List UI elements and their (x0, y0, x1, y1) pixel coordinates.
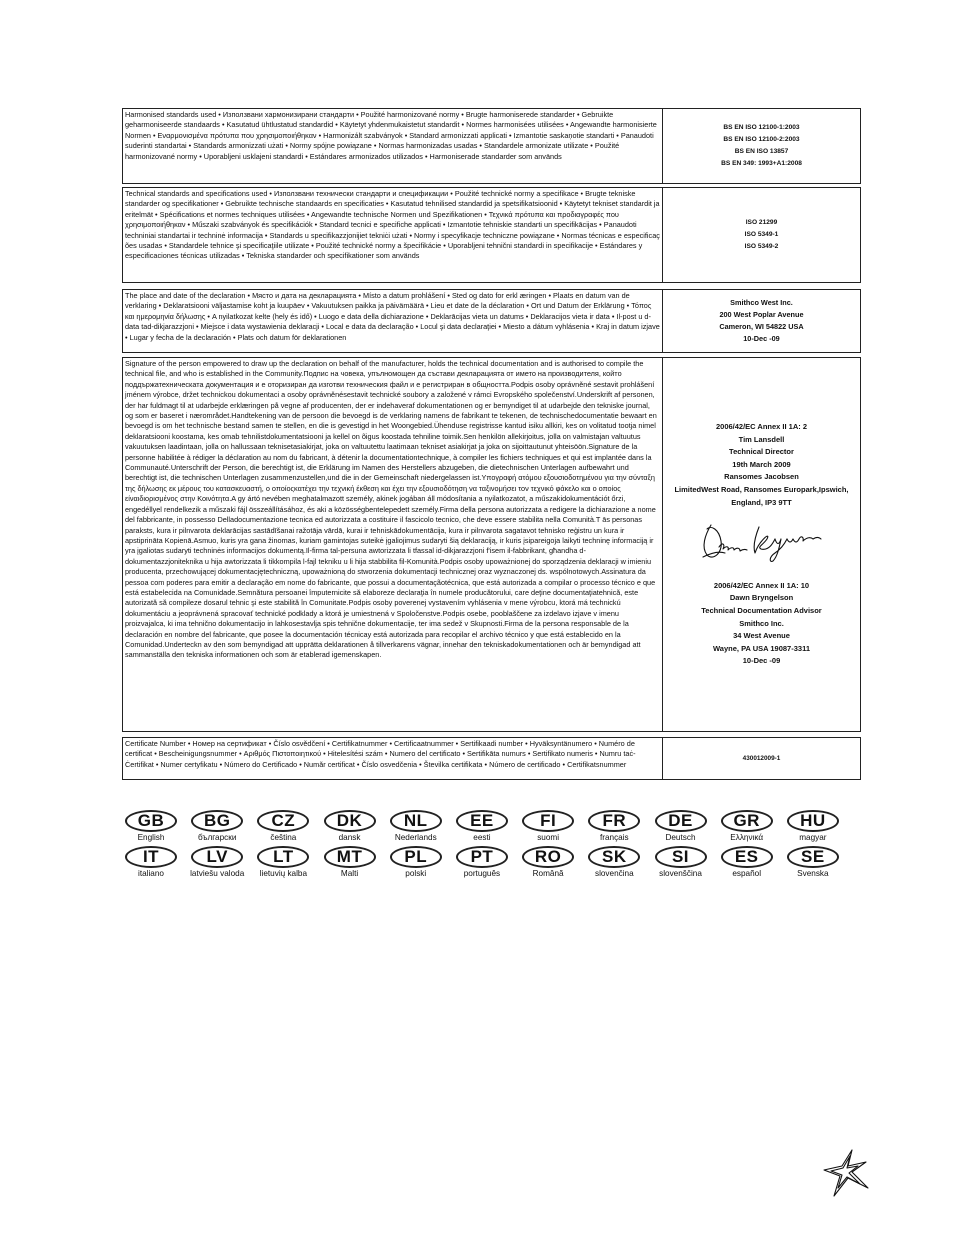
language-item (254, 846, 312, 878)
language-item (519, 846, 577, 878)
language-name: suomi (537, 833, 560, 842)
harmonised-standards-values (663, 109, 860, 183)
language-code-badge: GR (721, 810, 773, 832)
language-code-badge: LT (257, 846, 309, 868)
value-line: 10-Dec -09 (743, 334, 780, 344)
value-line: Cameron, WI 54822 USA (719, 322, 804, 331)
language-item (652, 810, 710, 842)
language-item (321, 846, 379, 878)
harmonised-standards-label: Harmonised standards used • Използвани хармонизирани стандарти • Použité harmonizované normy • Brugte harmoniserede standarder • Gebruikte geharmoniseerde standaards • Kasutatud ühtlustatud standardid • Käytetyt yhdenmukaistetut standardit • Normes harmonisées utilisées • Angewandte harmonisierte Normen • Εναρμονισμένα πρότυπα που χρησιμοποιήθηκαν • Harmonizált szabványok • Standard armonizzati applicati • Izmantotie saskaņotie standarti • Panaudoti suderinti standartai • Standards armonizzati użati • Normy spójne powiązane • Normas harmonizadas usadas • Standardele armonizate utilizate • Použité harmonizované normy • Uporabljeni usklajeni standardi • Estándares armonizados utilizados • Harmoniserade standarder som används (123, 109, 663, 183)
value-line: LimitedWest Road, Ransomes Europark,Ipswich, (674, 485, 849, 495)
language-name: slovenčina (594, 869, 634, 878)
value-list (719, 297, 803, 346)
value-line: ISO 21299 (745, 219, 778, 227)
value-line: 2006/42/EC Annex II 1A: 2 (715, 422, 807, 432)
language-code-badge: BG (191, 810, 243, 832)
language-name: latviešu valoda (190, 869, 245, 878)
language-code-badge: SE (787, 846, 839, 868)
language-name: slovenščina (659, 869, 702, 878)
technical-standards-section (122, 187, 861, 283)
language-code-badge: FR (588, 810, 640, 832)
language-code-badge: PT (456, 846, 508, 868)
signatory-details (663, 358, 860, 731)
language-item (453, 846, 511, 878)
language-code-badge: FI (522, 810, 574, 832)
language-name: Nederlands (394, 833, 437, 842)
value-line: BS EN ISO 12100-2:2003 (723, 136, 800, 144)
language-row (122, 810, 842, 842)
value-line: 10-Dec -09 (742, 656, 781, 666)
language-name: čeština (270, 833, 297, 842)
place-date-label: The place and date of the declaration • Място и дата на декларацията • Místo a datum prohlášení • Sted og dato for erkl æringen • Plaats en datum van de verklaring • Deklaratsiooni väljastamise koht ja kuupäev • Vakuutuksen paikka ja päivämäärä • Lieu et date de la déclaration • Ort und Datum der Erklärung • Τόπος και ημερομηνία δήλωσης • A nyilatkozat kelte (hely és idő) • Luogo e data della dichiarazione • Deklarācijas vieta un datums • Deklaracijos vieta ir data • Il-post u d-data tad-dikjarazzjoni • Miejsce i data wystawienia deklaracji • Local e data da declaração • Locul şi data declaraţiei • Miesto a dátum vyhlásenia • Kraj in datum izjave • Lugar y fecha de la declaración • Plats och datum för deklarationen (123, 290, 663, 352)
language-name: lietuvių kalba (259, 869, 308, 878)
language-code-badge: CZ (257, 810, 309, 832)
value-line: Tim Lansdell (738, 434, 785, 444)
second-signatory (701, 580, 821, 668)
value-line: BS EN ISO 12100-1:2003 (723, 124, 800, 132)
place-date-values (663, 290, 860, 352)
language-item (519, 810, 577, 842)
value-line: Technical Documentation Advisor (701, 605, 822, 615)
value-line: Ransomes Jacobsen (724, 472, 799, 482)
language-name: Română (532, 869, 564, 878)
language-name: italiano (138, 869, 164, 878)
language-item (453, 810, 511, 842)
language-name: Ελληνικά (730, 833, 764, 842)
language-name: English (137, 833, 165, 842)
value-list (745, 217, 779, 252)
language-item (652, 846, 710, 878)
language-item (784, 810, 842, 842)
handwritten-signature (697, 517, 827, 568)
language-code-badge: MT (324, 846, 376, 868)
language-code-badge: LV (191, 846, 243, 868)
language-code-badge: SI (655, 846, 707, 868)
technical-standards-values (663, 188, 860, 282)
value-line: England, IP3 9TT (731, 497, 792, 507)
language-name: polski (405, 869, 427, 878)
language-code-badge: EE (456, 810, 508, 832)
language-name: magyar (799, 833, 827, 842)
language-item (387, 810, 445, 842)
value-line: 2006/42/EC Annex II 1A: 10 (713, 580, 810, 590)
language-item (585, 810, 643, 842)
language-item (188, 810, 246, 842)
language-item (188, 846, 246, 878)
first-signatory (674, 421, 848, 509)
value-line: Wayne, PA USA 19087-3311 (713, 643, 810, 653)
language-item (387, 846, 445, 878)
value-line: Smithco West Inc. (730, 297, 793, 307)
language-item (321, 810, 379, 842)
language-item (784, 846, 842, 878)
language-code-badge: SK (588, 846, 640, 868)
language-row (122, 846, 842, 878)
value-line: ISO 5349-2 (744, 242, 779, 250)
language-name: Malti (340, 869, 359, 878)
language-code-badge: ES (721, 846, 773, 868)
value-line: Smithco Inc. (739, 618, 784, 628)
value-line: 19th March 2009 (732, 459, 791, 469)
language-code-badge: PL (390, 846, 442, 868)
value-line: BS EN 349: 1993+A1:2008 (721, 159, 802, 167)
certificate-section (122, 737, 861, 780)
language-item (718, 846, 776, 878)
value-line: Dawn Bryngelson (729, 593, 794, 603)
technical-standards-label: Technical standards and specifications used • Използвани технически стандарти и спецификации • Použité technické normy a specifikace • Brugte tekniske standarder og specifikationer • Gebruikte technische standaards en specificaties • Kasutatud tehnilised standardid ja spetsifikatsioonid • Käytetyt tekniset standardit ja eritelmät • Spécifications et normes techniques utilisées • Angewandte technische Normen und Spezifikationen • Τεχνικά πρότυπα και προδιαγραφές που χρησιμοποιήθηκαν • Műszaki szabványok és specifikációk • Standard tecnici e specifiche applicati • Izmantotie tehniskie standarti un specifikācijas • Panaudoti techniniai standartai ir techninė informacija • Standards u specifikazzjonijiet tekniċi użati • Normy i specyfikacje techniczne powiązane • Normas técnicas e especificaç ões usadas • Standardele tehnice şi specificaţiile utilizate • Použité technické normy a špecifikácie • Uporabljeni tehnični standardi in specifikacije • Estándares y especificaciones técnicas utilizadas • Tekniska standarder och specifikationer som används (123, 188, 663, 282)
value-line: Technical Director (729, 447, 794, 457)
language-name: Deutsch (665, 833, 696, 842)
language-code-badge: IT (125, 846, 177, 868)
language-name: Svenska (797, 869, 829, 878)
language-name: български (197, 833, 237, 842)
signature-section (122, 357, 861, 732)
value-list (721, 122, 802, 169)
certificate-number: 430012009-1 (742, 754, 781, 762)
language-code-badge: DK (324, 810, 376, 832)
harmonised-standards-section (122, 108, 861, 184)
language-code-badge: RO (522, 846, 574, 868)
value-line: 34 West Avenue (733, 631, 790, 641)
certificate-label: Certificate Number • Номер на сертификат • Číslo osvědčení • Certifikatnummer • Certificaatnummer • Sertifikaadi number • Hyväksyntänumero • Numéro de certificat • Bescheinigungsnummer • Αριθμός Πιστοποιητικού • Hitelesítési szám • Numero del certificato • Sertifikāta numurs • Sertifikato numeris • Numru taċ-Ċertifikat • Numer certyfikatu • Número do Certificado • Număr certificat • Číslo osvedčenia • Številka certifikata • Número de certificado • Certifikatsnummer (123, 738, 663, 779)
language-name: português (463, 869, 501, 878)
value-line: ISO 5349-1 (744, 231, 779, 239)
language-item (585, 846, 643, 878)
language-item (122, 846, 180, 878)
value-line: BS EN ISO 13857 (734, 148, 789, 155)
language-name: français (599, 833, 629, 842)
language-code-badge: DE (655, 810, 707, 832)
language-name: dansk (338, 833, 361, 842)
place-date-section (122, 289, 861, 353)
language-code-badge: HU (787, 810, 839, 832)
language-item (122, 810, 180, 842)
language-code-badge: GB (125, 810, 177, 832)
language-name: eesti (473, 833, 491, 842)
language-item (254, 810, 312, 842)
value-line: 200 West Poplar Avenue (719, 309, 804, 319)
language-name: español (732, 869, 762, 878)
signature-label: Signature of the person empowered to draw up the declaration on behalf of the manufacturer, holds the technical documentation and is authorised to compile the technical file, and who is established in the Community.Подпис на човека, упълномощен да състави декларацията от името на производителя, който поддържатехническата документация и е оторизиран да изготви техническия файл и е регистриран в общността.Podpis osoby oprávněné sestavit prohlášení jménem výrobce, držet technickou dokumentaci a osoby oprávněnésestavit technické soubory a založené v rámci Evropského společenství.Underskrift af personen, der har fuldmagt til at udarbejde erklæringen på vegne af producenten, der er indehaveraf dokumentationen og er bemyndiget til at udarbejde den tekniske journal, og som er baseret i nærområdet.Handtekening van de persoon die bevoegd is de verklaring namens de fabrikant te tekenen, de technischedocumentatie bewaart en bevoegd is om het technische bestand samen te stellen, en die is gevestigd in het Woongebied.Ühenduse registrisse kantud isiku allkiri, kes on volitatud tootja nimel deklaratsiooni koostama, kes omab tehnilistdokumentatsiooni ja kellel on õigus koostada tehniline toimik.Sen henkilön allekirjoitus, jolla on valmistajan valtuutus vakuutuksen laadintaan, jolla on hallussaan teknisetasiakirjat, joka on valtuutettu laatimaan tekniset asiakirjat ja joka on sijoittautunut yhteisöön.Signature de la personne habilitée à rédiger la déclaration au nom du fabricant, à détenir la documentationtechnique, à compiler les fichiers techniques et qui est implantée dans la Communauté.Unterschrift der Person, die berechtigt ist, die Erklärung im Namen des Herstellers abzugeben, die dietechnischen Unterlagen aufbewahrt und berechtigt ist, die technischen Unterlagen zusammenzustellen,und die in der Gemeinschaft niedergelassen ist.Υπογραφή ατόμου εξουσιοδοτημένου για την σύνταξη της δήλωσης εκ μέρους του κατασκευαστή, ο οποίοςκατέχει την τεχνική έκθεση και έχει την εξουσιοδότηση να ταξινομήσει τον τεχνικό φάκελο και ο οποίος είναιδιορισμένος στην Κοινότητα.A gy ártó nevében meghatalmazott személy, akinek jogában áll módosítania a nyilatkozatot, a műszakidokumentációt őrzi, engedéllyel rendelkezik a műszaki fájl összeállításához, és aki a közösségbentelepedett személy.Firma della persona autorizzata a redigere la dichiarazione a nome del fabbricante, in possesso Delladocumentazione tecnica ed autorizzata a costituire il fascicolo tecnico, che deve essere stabilita nella Comunità.T ās personas paraksts, kura ir pilnvarota deklarācijas sastādīšanai ražotāja vārdā, kurai ir tehniskādokumentācija, kura ir pilnvarota sagatavot tehnisko reģistru un kura ir apstiprināta Kopienā.Asmuo, kuris yra gana žinomas, kuriam gamintojas suteikė įgaliojimus sudaryti šią deklaraciją, ir kuris įsipareigoja laikyti techninę informaciją ir yra įgaliotas sudaryti techninės informacijos dokumentą.Il-firma tal-persuna awtorizzata li tfassal id-dikjarazzjoni f'isem il-fabbrikant, għandha d-dokumentazzjoniteknika u hija awtorizzata li tikkompila l-fajl tekniku u li hija stabbilita fil-Komunità.Podpis osoby upoważnionej do sporządzenia deklaracji w imieniu producenta, przechowującej dokumentacjętechniczną, upoważnioną do stworzenia dokumentacji technicznej oraz wyznaczonej ds. wspólnotowych.Assinatura da pessoa com poderes para emitir a declaração em nome do fabricante, que possui a documentaçãotécnica, que está autorizada a compilar o processo técnico e que está estabelecida na Comunidade.Semnătura persoanei împuternicite să elaboreze declaraţia în numele producătorului, care deţine documentaţiatehnică, este autorizată să compileze dosarul tehnic şi este stabilită în Comunitate.Podpis osoby poverenej vystavením vyhlásenia v mene výrobcu, ktorá má technickú dokumentáciu a jeoprávnená spracovať technické podklady a ktorá je umiestnená v Spoločenstve.Podpis osebe, pooblaščene za izdelavo izjave v imenu proizvajalca, ki ima tehnično dokumentacijo in lahkosestavlja spis tehnične dokumentacije, ter ima sedež v Skupnosti.Firma de la persona responsable de la declaración en nombre del fabricante, que posee la documentación técnicay está autorizada para recopilar el archivo técnico y que está establecido en la Comunidad.Underteckn av den som bemyndigad att upprätta deklarationen å tillverkarens vägnar, innehar den tekniskadokumentationen och är bemyndigad att sammanställa den tekniska informationen och som är etablerad igemenskapen. (123, 358, 663, 731)
language-codes (122, 810, 842, 882)
star-logo-icon (822, 1148, 872, 1203)
language-item (718, 810, 776, 842)
language-code-badge: NL (390, 810, 442, 832)
